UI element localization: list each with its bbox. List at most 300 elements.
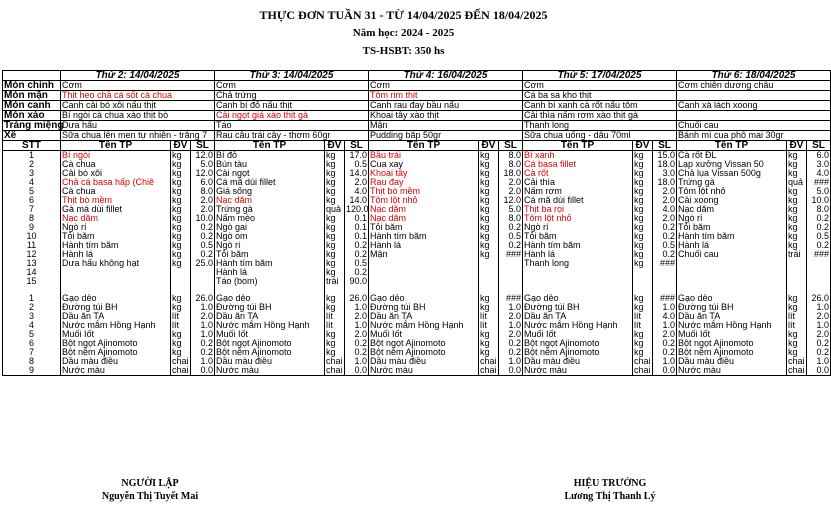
meal-dish: Cải thìa nấm rơm xào thịt gà	[523, 111, 677, 121]
ingredient-name: Dầu màu điều	[523, 357, 633, 366]
meal-dish	[677, 91, 831, 101]
ingredient-unit: kg	[479, 303, 499, 312]
row-number: 3	[3, 169, 61, 178]
ingredient-unit	[171, 268, 191, 277]
ingredient-name: Dầu màu điều	[215, 357, 325, 366]
ingredient-unit	[787, 259, 807, 268]
row-number: 8	[3, 357, 61, 366]
ingredient-name: Gạo dẻo	[677, 294, 787, 303]
ingredient-unit: kg	[171, 232, 191, 241]
ingredient-name: Dầu ăn TA	[369, 312, 479, 321]
row-number: 13	[3, 259, 61, 268]
ingredient-name	[369, 277, 479, 286]
ingredient-name: Ngò rí	[215, 241, 325, 250]
ingredient-name: Đường túi BH	[523, 303, 633, 312]
ingredient-unit	[171, 277, 191, 286]
ingredient-unit: kg	[787, 339, 807, 348]
row-number: 1	[3, 151, 61, 161]
ingredient-unit: lít	[479, 312, 499, 321]
ingredient-qty: 3.0	[807, 160, 831, 169]
menu-title: THỰC ĐƠN TUẦN 31 - TỪ 14/04/2025 ĐẾN 18/04/2025	[259, 8, 548, 22]
ingredient-qty: 1.0	[345, 321, 369, 330]
ingredient-unit: kg	[479, 196, 499, 205]
ingredient-name: Khoai tây	[369, 169, 479, 178]
ingredient-unit	[479, 268, 499, 277]
ingredient-qty: 0.0	[345, 366, 369, 376]
meal-dish: Canh cải bó xôi nấu thịt	[61, 101, 215, 111]
row-number: 7	[3, 348, 61, 357]
ingredient-qty: 4.0	[653, 312, 677, 321]
ingredient-name: Đường túi BH	[369, 303, 479, 312]
ingredient-name: Hành tím băm	[523, 241, 633, 250]
ingredient-unit: kg	[479, 214, 499, 223]
meal-dish: Sữa chua lên men tự nhiên - trắng 7	[61, 131, 215, 141]
ingredient-name: Ngò rí	[523, 223, 633, 232]
row-number: 7	[3, 205, 61, 214]
ingredient-qty	[653, 268, 677, 277]
meal-dish: Cơm	[215, 81, 369, 91]
meal-dish: Thanh long	[523, 121, 677, 131]
ingredient-qty: 25.0	[191, 259, 215, 268]
ingredient-name: Nấm mèo	[215, 214, 325, 223]
ingredient-name: Chả lụa Vissan 500g	[677, 169, 787, 178]
row-number: 8	[3, 214, 61, 223]
ingredient-unit: kg	[787, 205, 807, 214]
ingredient-unit: kg	[479, 223, 499, 232]
ingredient-unit: chai	[788, 356, 805, 366]
ingredient-qty: 18.0	[653, 160, 677, 169]
ingredient-unit: kg	[787, 330, 807, 339]
ingredient-qty	[191, 268, 215, 277]
ingredient-unit: kg	[479, 348, 499, 357]
ingredient-name: Bột ngọt Ajinomoto	[61, 339, 171, 348]
ingredient-name: Nước mắm Hồng Hạnh	[61, 321, 171, 330]
meal-label: Món chính	[3, 81, 61, 91]
ingredient-qty: ###	[653, 294, 677, 303]
meal-label: Tráng miệng	[4, 120, 64, 131]
unit-header: ĐV	[171, 141, 191, 151]
ingredient-unit: kg	[787, 214, 807, 223]
ingredient-name: Bột nêm Ajinomoto	[369, 348, 479, 357]
ingredient-name: Nạc dăm	[215, 196, 325, 205]
ingredient-unit: kg	[633, 160, 653, 169]
ingredient-unit: lít	[479, 321, 499, 330]
ingredient-unit: kg	[633, 232, 653, 241]
ingredient-name	[61, 268, 171, 277]
ingredient-qty: 10.0	[191, 214, 215, 223]
ingredient-unit: quả	[787, 178, 807, 187]
ingredient-name: Trứng gà	[215, 205, 325, 214]
ingredient-qty: 0.2	[499, 241, 523, 250]
ingredient-unit	[479, 277, 499, 286]
qty-header: SL	[807, 141, 831, 151]
ingredient-qty: 0.2	[191, 250, 215, 259]
ingredient-qty: 1.0	[191, 303, 215, 312]
ingredient-unit: kg	[325, 330, 345, 339]
ingredient-qty: 8.0	[499, 151, 523, 161]
ingredient-qty: 2.0	[653, 330, 677, 339]
ingredient-qty: 14.0	[345, 169, 369, 178]
ingredient-name: Hành tím băm	[215, 259, 325, 268]
ingredient-qty	[807, 277, 831, 286]
unit-header: ĐV	[787, 141, 807, 151]
ingredient-unit: chai	[634, 356, 651, 366]
ingredient-unit: lít	[325, 312, 345, 321]
row-number: 6	[3, 339, 61, 348]
ingredient-qty: 1.0	[653, 357, 677, 366]
ingredient-qty: 6.0	[191, 178, 215, 187]
ingredient-unit: lít	[171, 312, 191, 321]
ingredient-unit	[633, 277, 653, 286]
ingredient-unit: kg	[171, 348, 191, 357]
ingredient-qty: ###	[499, 250, 523, 259]
ingredient-name: Bầu trái	[369, 151, 479, 161]
ingredient-unit: kg	[633, 259, 653, 268]
ingredient-name	[677, 268, 787, 277]
ingredient-unit: lít	[325, 321, 345, 330]
ingredient-qty: 8.0	[191, 187, 215, 196]
ingredient-name: Hành lá	[61, 250, 171, 259]
ingredient-unit: kg	[479, 178, 499, 187]
ingredient-name: Ngò gai	[215, 223, 325, 232]
ingredient-name: Nước màu	[677, 366, 787, 376]
ingredient-unit: kg	[787, 241, 807, 250]
ingredient-name: Hành lá	[369, 241, 479, 250]
ingredient-qty: 0.2	[653, 250, 677, 259]
ingredient-unit: kg	[633, 348, 653, 357]
meal-row	[3, 101, 831, 111]
ingredient-name: Thịt bò mềm	[369, 187, 479, 196]
ingredient-unit: kg	[633, 250, 653, 259]
ingredient-qty: 0.2	[345, 241, 369, 250]
corner-cell	[3, 71, 61, 81]
ingredient-unit: kg	[787, 196, 807, 205]
meal-dish: Mận	[369, 121, 523, 131]
ingredient-name: Bột nêm Ajinomoto	[523, 348, 633, 357]
ingredient-qty: 0.2	[191, 223, 215, 232]
student-count: TS-HSBT: 350 hs	[362, 45, 445, 57]
ingredient-unit: kg	[325, 160, 345, 169]
ingredient-qty: 2.0	[499, 312, 523, 321]
ingredient-name: Cua xay	[369, 160, 479, 169]
meal-dish: Cơm	[61, 81, 215, 91]
meal-dish: Canh bí xanh cà rốt nấu tôm	[523, 101, 677, 111]
ingredient-qty: 0.1	[345, 232, 369, 241]
ingredient-name: Nước mắm Hồng Hạnh	[215, 321, 325, 330]
ingredient-qty: 4.0	[807, 169, 831, 178]
ingredient-unit: kg	[479, 160, 499, 169]
ingredient-qty: 90.0	[345, 277, 369, 286]
ingredient-name: Hành tím băm	[677, 232, 787, 241]
meal-dish: Chuối cau	[677, 121, 831, 131]
ingredient-qty: 0.2	[191, 348, 215, 357]
ingredient-name: Bột ngọt Ajinomoto	[215, 339, 325, 348]
ingredient-qty: 0.2	[653, 339, 677, 348]
ingredient-unit: kg	[633, 205, 653, 214]
ingredient-unit: kg	[325, 169, 345, 178]
ingredient-qty	[499, 268, 523, 277]
name-header: Tên TP	[61, 141, 171, 151]
ingredient-unit: kg	[171, 330, 191, 339]
ingredient-name: Hành lá	[215, 268, 325, 277]
meal-dish: Tôm rim thịt	[369, 91, 523, 101]
ingredient-qty: 1.0	[191, 321, 215, 330]
principal-role: HIỆU TRƯỞNG	[573, 478, 647, 489]
ingredient-name: Nạc dăm	[369, 205, 479, 214]
ingredient-qty: 1.0	[499, 303, 523, 312]
row-number: 12	[3, 250, 61, 259]
meal-dish: Táo	[215, 121, 369, 131]
meal-dish: Khoai tây xào thịt	[369, 111, 523, 121]
row-number: 14	[3, 268, 61, 277]
ingredient-qty: 0.2	[191, 339, 215, 348]
ingredient-qty: 2.0	[499, 330, 523, 339]
ingredient-unit: kg	[633, 151, 653, 161]
ingredient-name: Cải ngọt	[215, 169, 325, 178]
row-number: 5	[3, 187, 61, 196]
ingredient-name: Nước mắm Hồng Hạnh	[369, 321, 479, 330]
ingredient-qty: 0.1	[345, 223, 369, 232]
ingredient-qty: 0.2	[345, 348, 369, 357]
ingredient-name: Dầu màu điều	[677, 357, 787, 366]
meal-dish	[677, 111, 831, 121]
ingredient-unit: lít	[787, 312, 807, 321]
ingredient-name: Rau đay	[369, 178, 479, 187]
ingredient-qty: 12.0	[191, 151, 215, 161]
ingredient-name: Cải xoong	[677, 196, 787, 205]
meal-row	[3, 121, 831, 131]
ingredient-name: Hành lá	[677, 241, 787, 250]
ingredient-row	[3, 268, 831, 277]
ingredient-name: Tỏi băm	[523, 232, 633, 241]
preparer-role: NGƯỜI LẬP	[121, 478, 179, 489]
ingredient-qty: 0.0	[653, 366, 677, 376]
row-number: 4	[3, 321, 61, 330]
ingredient-unit: kg	[171, 214, 191, 223]
ingredient-qty: 5.0	[807, 187, 831, 196]
ingredient-name: Trứng gà	[677, 178, 787, 187]
column-header-row	[3, 141, 831, 151]
ingredient-name: Bún tàu	[215, 160, 325, 169]
ingredient-qty: 0.5	[345, 259, 369, 268]
ingredient-qty: 2.0	[499, 187, 523, 196]
ingredient-unit: kg	[325, 151, 345, 161]
ingredient-name	[677, 277, 787, 286]
ingredient-name: Nước màu	[369, 366, 479, 376]
ingredient-unit: kg	[787, 294, 807, 303]
ingredient-qty: 1.0	[653, 303, 677, 312]
row-number: 6	[3, 196, 61, 205]
ingredient-qty: 0.5	[499, 232, 523, 241]
ingredient-unit: kg	[325, 232, 345, 241]
ingredient-name: Ngò rí	[61, 223, 171, 232]
day-header: Thứ 3: 14/04/2025	[215, 71, 369, 81]
day-header: Thứ 2: 14/04/2025	[61, 71, 215, 81]
ingredient-unit: kg	[171, 160, 191, 169]
ingredient-qty: 0.2	[499, 223, 523, 232]
ingredient-unit: kg	[787, 169, 807, 178]
ingredient-unit: kg	[479, 187, 499, 196]
day-header: Thứ 4: 16/04/2025	[369, 71, 523, 81]
ingredient-unit	[787, 277, 807, 286]
ingredient-name: Gạo dẻo	[61, 294, 171, 303]
name-header: Tên TP	[523, 141, 633, 151]
ingredient-unit: kg	[325, 303, 345, 312]
ingredient-unit: kg	[171, 303, 191, 312]
principal-name: Lương Thị Thanh Lý	[564, 491, 656, 502]
weekly-menu-table	[2, 70, 831, 376]
ingredient-qty: 26.0	[345, 294, 369, 303]
ingredient-name: Nạc dăm	[369, 214, 479, 223]
ingredient-unit: kg	[633, 178, 653, 187]
ingredient-name: Tôm lột nhỏ	[523, 214, 633, 223]
ingredient-unit: kg	[633, 223, 653, 232]
ingredient-name: Bột ngọt Ajinomoto	[369, 339, 479, 348]
ingredient-unit: kg	[325, 196, 345, 205]
ingredient-unit: lít	[633, 312, 653, 321]
ingredient-unit: kg	[787, 160, 807, 169]
ingredient-unit: chai	[326, 365, 343, 375]
ingredient-qty: 0.2	[499, 348, 523, 357]
ingredient-unit: kg	[325, 268, 345, 277]
ingredient-name: Cải bó xôi	[61, 169, 171, 178]
ingredient-qty: 2.0	[807, 330, 831, 339]
ingredient-qty	[807, 259, 831, 268]
ingredient-name: Nạc dăm	[677, 205, 787, 214]
ingredient-qty: 14.0	[345, 196, 369, 205]
ingredient-name: Hành lá	[523, 250, 633, 259]
ingredient-unit: kg	[787, 223, 807, 232]
ingredient-qty: ###	[807, 250, 831, 259]
ingredient-name	[61, 277, 171, 286]
meal-row	[3, 131, 831, 141]
ingredient-qty: 3.0	[653, 169, 677, 178]
ingredient-name: Đường túi BH	[61, 303, 171, 312]
ingredient-unit: chai	[480, 356, 497, 366]
ingredient-qty: 2.0	[345, 178, 369, 187]
ingredient-qty: 0.2	[807, 348, 831, 357]
row-number: 3	[3, 312, 61, 321]
ingredient-unit: kg	[633, 303, 653, 312]
ingredient-name: Cá mã dùi fillet	[523, 196, 633, 205]
ingredient-unit: kg	[787, 151, 807, 161]
ingredient-name: Tôm lột nhỏ	[677, 187, 787, 196]
ingredient-qty: 4.0	[345, 187, 369, 196]
day-header-row	[3, 71, 831, 81]
ingredient-qty: 0.5	[807, 232, 831, 241]
ingredient-name: Dầu ăn TA	[677, 312, 787, 321]
row-number: 2	[3, 303, 61, 312]
ingredient-name: Bột ngọt Ajinomoto	[523, 339, 633, 348]
unit-header: ĐV	[479, 141, 499, 151]
ingredient-row	[3, 205, 831, 214]
ingredient-name: Dầu màu điều	[61, 357, 171, 366]
qty-header: SL	[499, 141, 523, 151]
ingredient-name: Thịt bò mềm	[61, 196, 171, 205]
ingredient-name: Cải thìa	[523, 178, 633, 187]
ingredient-name: Bí ngòi	[61, 151, 171, 161]
ingredient-qty: 1.0	[191, 357, 215, 366]
ingredient-qty: 8.0	[807, 205, 831, 214]
ingredient-qty: 10.0	[807, 196, 831, 205]
ingredient-unit: kg	[171, 151, 191, 161]
ingredient-qty: 1.0	[191, 330, 215, 339]
meal-label: Xế	[3, 131, 61, 141]
ingredient-qty: 0.5	[345, 160, 369, 169]
meal-dish: Cơm	[523, 81, 677, 91]
ingredient-unit: kg	[479, 330, 499, 339]
ingredient-qty: 0.2	[653, 348, 677, 357]
meal-label: Món mặn	[3, 91, 61, 101]
day-header: Thứ 6: 18/04/2025	[677, 71, 831, 81]
ingredient-unit	[633, 268, 653, 277]
meal-dish: Sữa chua uống - dâu 70ml	[523, 131, 677, 141]
ingredient-name: Bí đỏ	[215, 151, 325, 161]
ingredient-unit: kg	[633, 214, 653, 223]
ingredient-name: Nước màu	[61, 366, 171, 376]
unit-header: ĐV	[325, 141, 345, 151]
ingredient-unit: kg	[171, 196, 191, 205]
ingredient-qty: 8.0	[499, 214, 523, 223]
row-number: 10	[3, 232, 61, 241]
ingredient-name: Bột nêm Ajinomoto	[677, 348, 787, 357]
ingredient-unit: chai	[788, 365, 805, 375]
ingredient-unit: kg	[479, 151, 499, 161]
ingredient-unit: kg	[633, 330, 653, 339]
qty-header: SL	[191, 141, 215, 151]
ingredient-unit: kg	[325, 241, 345, 250]
ingredient-qty: 1.0	[807, 357, 831, 366]
ingredient-name: Gạo dẻo	[215, 294, 325, 303]
ingredient-qty: 6.0	[807, 151, 831, 161]
ingredient-name: Nước mắm Hồng Hạnh	[523, 321, 633, 330]
ingredient-name: Dưa hấu không hạt	[61, 259, 171, 268]
ingredient-unit: kg	[171, 169, 191, 178]
ingredient-unit: lít	[171, 321, 191, 330]
ingredient-name: Gạo dẻo	[523, 294, 633, 303]
name-header: Tên TP	[369, 141, 479, 151]
ingredient-unit: kg	[171, 294, 191, 303]
ingredient-unit: trái	[325, 277, 345, 286]
ingredient-row	[3, 366, 831, 376]
qty-header: SL	[653, 141, 677, 151]
meal-dish: Cải ngọt giá xào thịt gà	[215, 111, 369, 121]
ingredient-unit: kg	[325, 259, 345, 268]
ingredient-unit: kg	[171, 250, 191, 259]
meal-dish: Cơm	[369, 81, 523, 91]
ingredient-qty: 0.2	[653, 223, 677, 232]
name-header: Tên TP	[677, 141, 787, 151]
ingredient-name: Muối Iốt	[369, 330, 479, 339]
ingredient-qty: 2.0	[807, 312, 831, 321]
ingredient-name: Thịt ba rọi	[523, 205, 633, 214]
ingredient-qty: 0.5	[653, 241, 677, 250]
ingredient-qty: 0.2	[345, 268, 369, 277]
ingredient-unit: kg	[325, 339, 345, 348]
ingredient-name: Hành tím băm	[61, 241, 171, 250]
ingredient-name	[369, 259, 479, 268]
ingredient-unit: kg	[325, 348, 345, 357]
ingredient-unit: chai	[172, 365, 189, 375]
ingredient-name: Dầu màu điều	[369, 357, 479, 366]
ingredient-name: Nước màu	[215, 366, 325, 376]
ingredient-name: Muối Iốt	[61, 330, 171, 339]
ingredient-qty	[807, 268, 831, 277]
ingredient-qty: 1.0	[499, 321, 523, 330]
meal-dish: Dưa hấu	[61, 121, 215, 131]
ingredient-name: Cà rốt ĐL	[677, 151, 787, 161]
ingredient-qty: 8.0	[499, 160, 523, 169]
